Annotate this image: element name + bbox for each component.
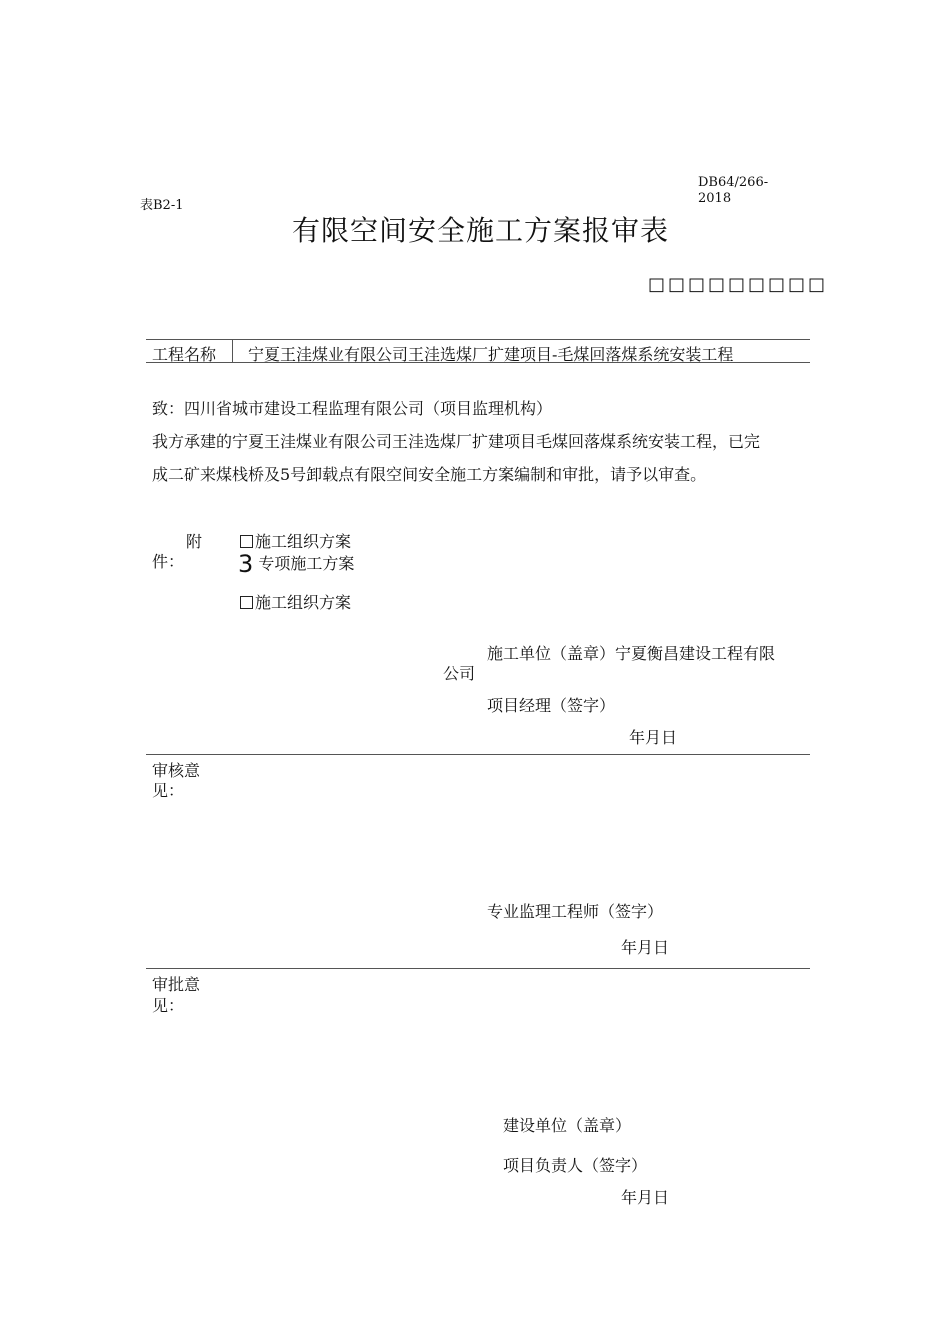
- recipient-line: 致：四川省城市建设工程监理有限公司（项目监理机构）: [152, 399, 553, 418]
- approval-label-line1: 审批意: [152, 975, 201, 994]
- supervising-engineer-signature: 专业监理工程师（签字）: [487, 902, 664, 921]
- standard-number-line2: 2018: [698, 191, 732, 206]
- attachment-item-label: 施工组织方案: [255, 532, 352, 551]
- standard-number-line1: DB64/266-: [698, 175, 769, 190]
- contractor-unit-line2: 公司: [443, 664, 476, 683]
- attachment-label-part1: 附: [186, 532, 203, 551]
- review-date: 年月日: [621, 938, 670, 957]
- project-leader-signature: 项目负责人（签字）: [503, 1156, 648, 1175]
- contractor-date: 年月日: [629, 728, 678, 747]
- project-row-divider: [232, 339, 233, 362]
- project-name-label: 工程名称: [152, 345, 217, 364]
- statement-line-2: 成二矿来煤栈桥及5号卸载点有限空间安全施工方案编制和审批，请予以审查。: [152, 465, 707, 484]
- checkbox-empty-icon: [240, 535, 253, 548]
- review-label-line2: 见：: [152, 781, 185, 800]
- project-manager-signature: 项目经理（签字）: [487, 696, 616, 715]
- project-name-value: 宁夏王洼煤业有限公司王洼选煤厂扩建项目-毛煤回落煤系统安装工程: [248, 345, 734, 364]
- review-label-line1: 审核意: [152, 761, 201, 780]
- code-boxes: □□□□□□□□□: [648, 274, 829, 295]
- contractor-unit-line1: 施工单位（盖章）宁夏衡昌建设工程有限: [487, 644, 776, 663]
- checkbox-empty-icon: [240, 596, 253, 609]
- form-number: 表B2-1: [140, 198, 184, 213]
- page-title: 有限空间安全施工方案报审表: [292, 214, 670, 247]
- attachment-item-construction-plan-2: [240, 590, 351, 613]
- attachment-item-special-plan: [238, 550, 354, 578]
- approval-section-border: [146, 968, 810, 969]
- approval-label-line2: 见：: [152, 996, 185, 1015]
- attachment-item-label: 专项施工方案: [258, 554, 355, 573]
- approval-date: 年月日: [621, 1188, 670, 1207]
- project-row-top-border: [146, 339, 810, 340]
- attachment-label-part2: 件：: [152, 552, 185, 571]
- attachment-item-label: 施工组织方案: [255, 593, 352, 612]
- statement-line-1: 我方承建的宁夏王洼煤业有限公司王洼选煤厂扩建项目毛煤回落煤系统安装工程，已完: [152, 432, 761, 451]
- attachment-item-construction-plan: [240, 529, 351, 552]
- review-section-border: [146, 754, 810, 755]
- owner-unit-seal: 建设单位（盖章）: [503, 1116, 632, 1135]
- checked-mark-icon: 3: [238, 550, 254, 578]
